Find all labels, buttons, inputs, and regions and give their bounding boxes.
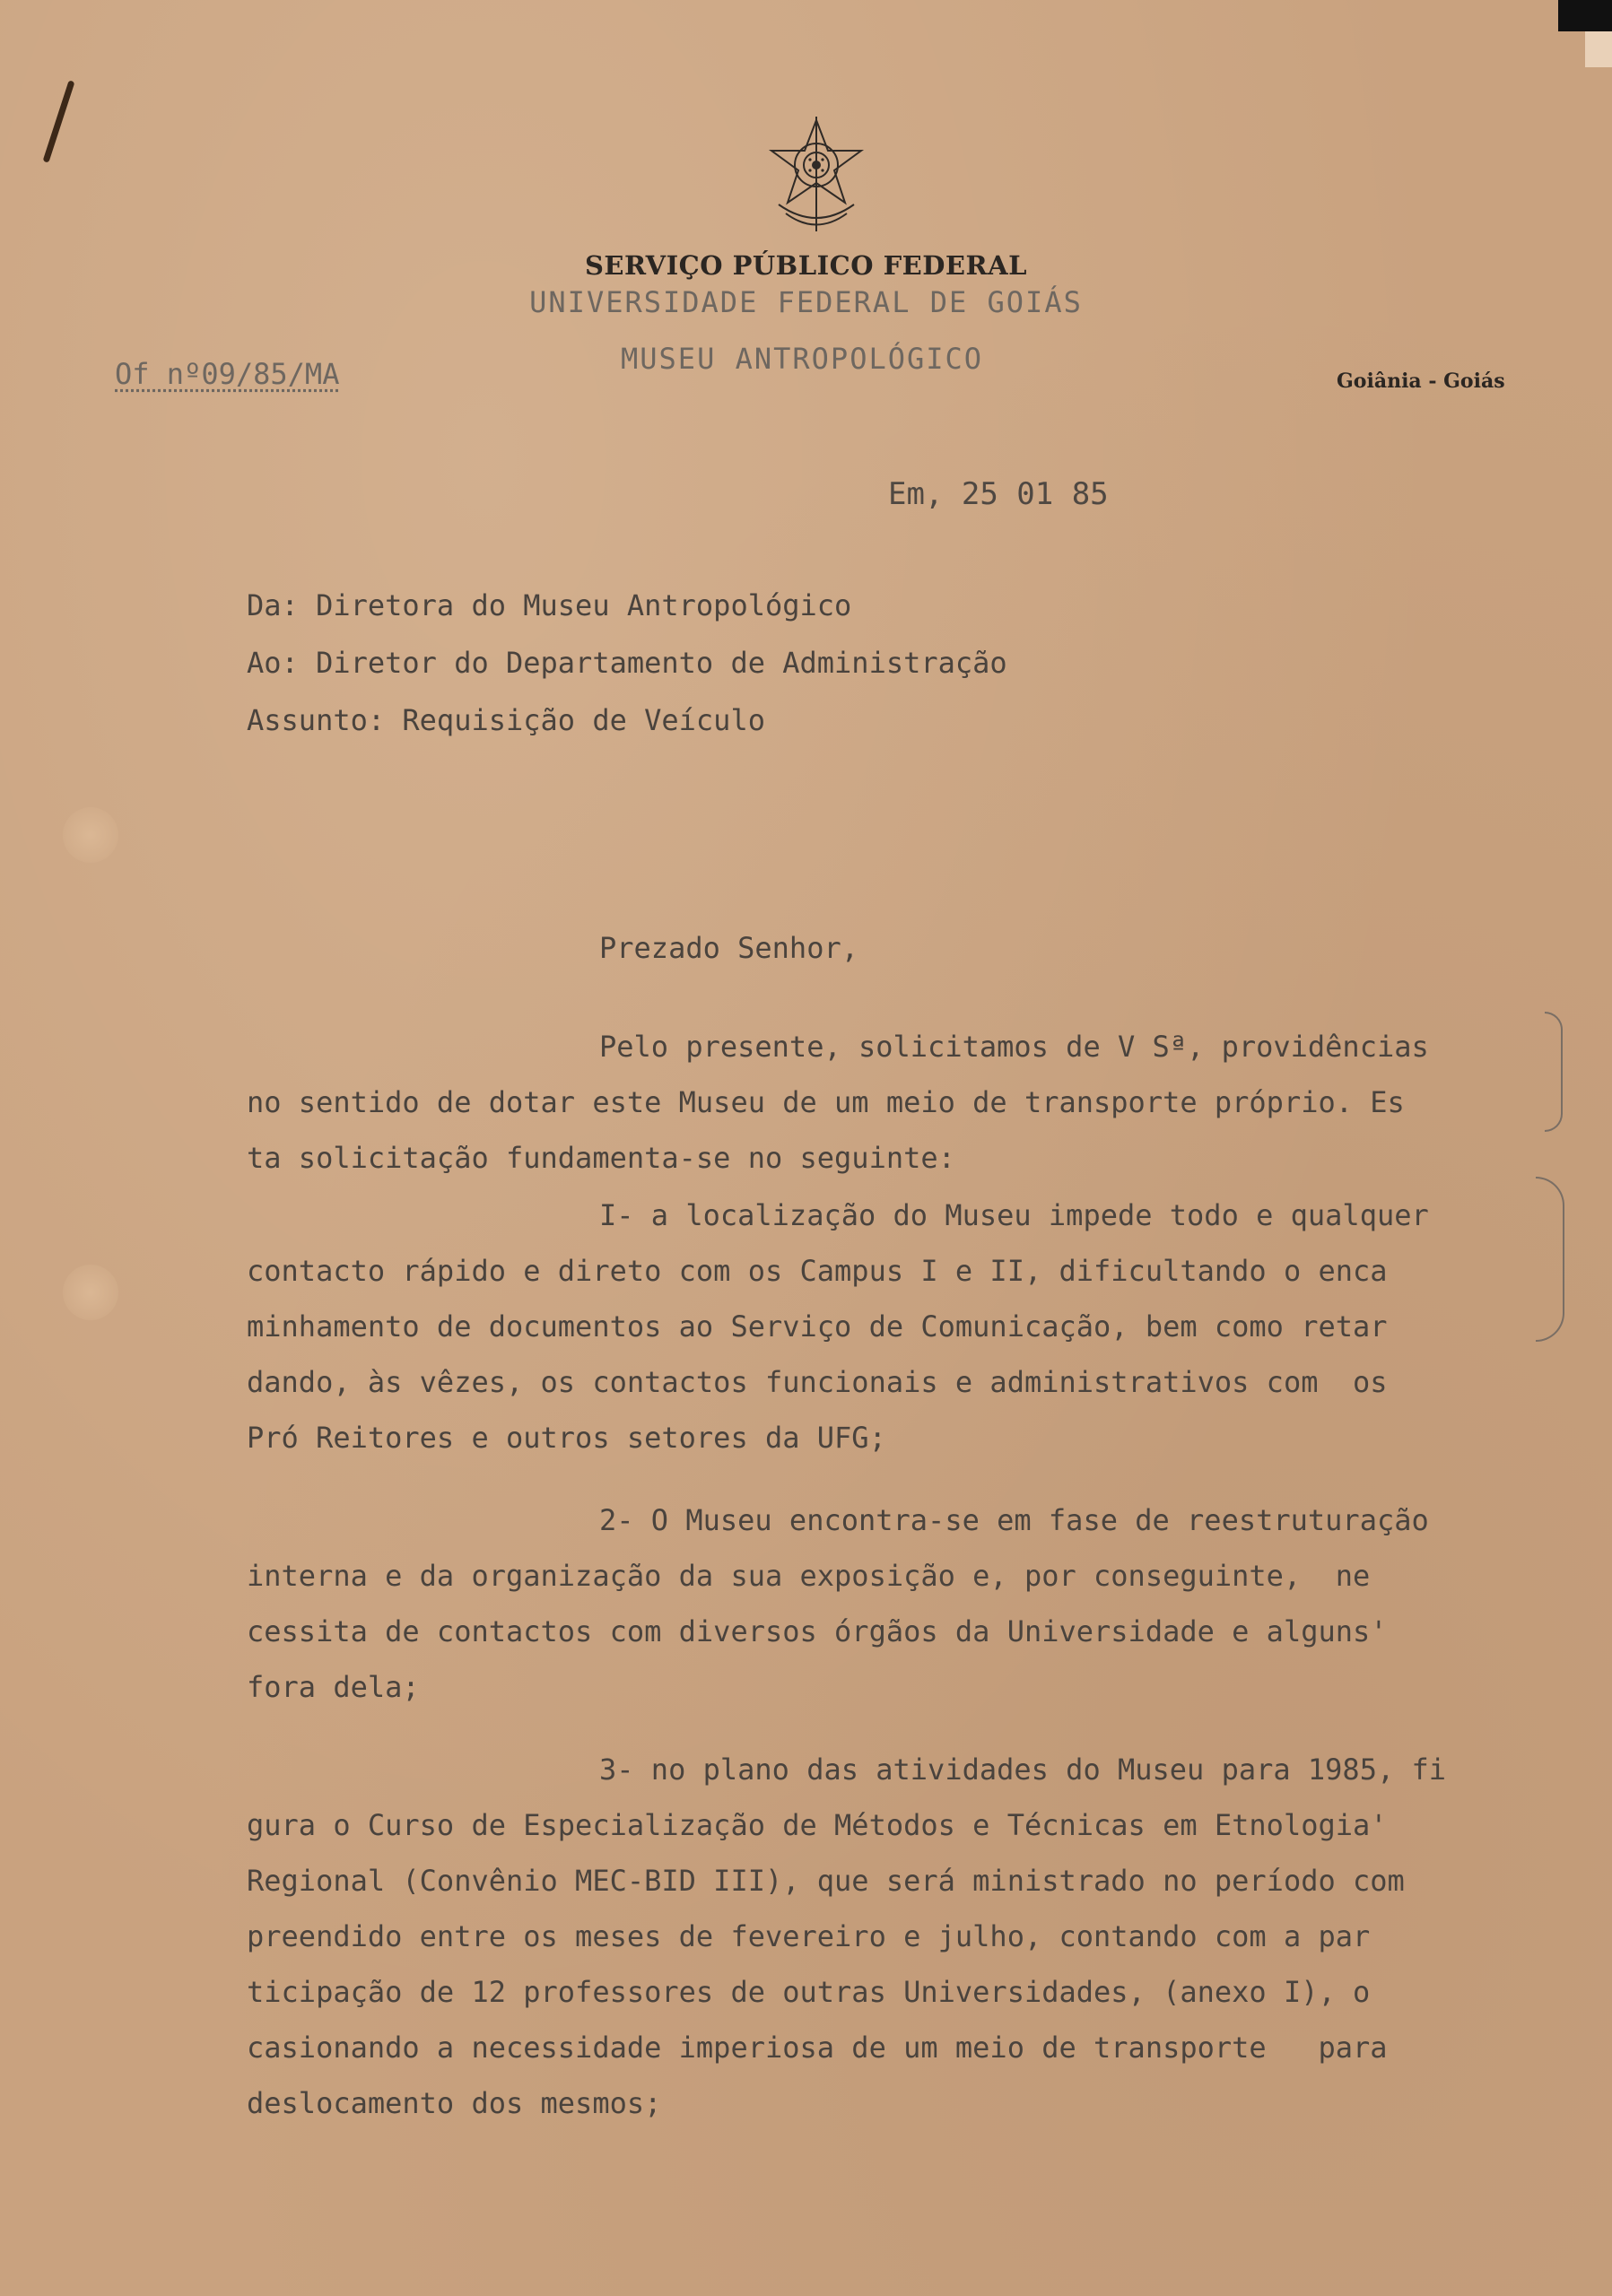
margin-bracket-mark [1545,1012,1563,1132]
scan-corner-fold [1585,31,1612,67]
body-line: gura o Curso de Especialização de Métodos e Técnicas em Etnologia' [247,1808,1388,1842]
university-name: UNIVERSIDADE FEDERAL DE GOIÁS [529,285,1083,319]
scan-corner-shadow [1558,0,1612,31]
body-line: no sentido de dotar este Museu de um meio de transporte próprio. Es [247,1085,1405,1119]
punch-hole [63,807,118,863]
body-line: 2- O Museu encontra-se em fase de reestruturação [599,1503,1429,1537]
body-line: Pró Reitores e outros setores da UFG; [247,1421,886,1455]
punch-hole [63,1265,118,1320]
body-line: 3- no plano das atividades do Museu para 1985, fi [599,1752,1447,1787]
salutation: Prezado Senhor, [599,931,858,965]
body-line: Pelo presente, solicitamos de V Sª, providências [599,1030,1429,1064]
coat-of-arms-seal-icon [761,115,873,236]
location-label: Goiânia - Goiás [1337,370,1505,393]
body-line: cessita de contactos com diversos órgãos da Universidade e alguns' [247,1614,1388,1648]
body-line: ta solicitação fundamenta-se no seguinte: [247,1141,955,1175]
body-line: interna e da organização da sua exposição e, por conseguinte, ne [247,1559,1371,1593]
body-line: dando, às vêzes, os contactos funcionais e administrativos com os [247,1365,1388,1399]
memo-subject: Assunto: Requisição de Veículo [247,703,765,737]
body-line: casionando a necessidade imperiosa de um meio de transporte para [247,2031,1388,2065]
department-name: MUSEU ANTROPOLÓGICO [621,342,984,376]
body-line: contacto rápido e direto com os Campus I e II, dificultando o enca [247,1254,1388,1288]
office-number: Of nº09/85/MA [115,357,340,391]
body-line: Regional (Convênio MEC-BID III), que será ministrado no período com [247,1864,1405,1898]
body-line: ticipação de 12 professores de outras Universidades, (anexo I), o [247,1975,1371,2009]
memo-from: Da: Diretora do Museu Antropológico [247,588,852,622]
body-line: I- a localização do Museu impede todo e qualquer [599,1198,1429,1232]
body-line: fora dela; [247,1670,420,1704]
memo-to: Ao: Diretor do Departamento de Administração [247,646,1007,680]
body-line: preendido entre os meses de fevereiro e julho, contando com a par [247,1919,1371,1953]
pen-mark [42,80,74,163]
header-title: SERVIÇO PÚBLICO FEDERAL [584,250,1028,281]
body-line: minhamento de documentos ao Serviço de Comunicação, bem como retar [247,1309,1388,1344]
body-line: deslocamento dos mesmos; [247,2086,662,2120]
margin-bracket-mark [1536,1177,1564,1342]
document-date: Em, 25 01 85 [888,476,1109,512]
